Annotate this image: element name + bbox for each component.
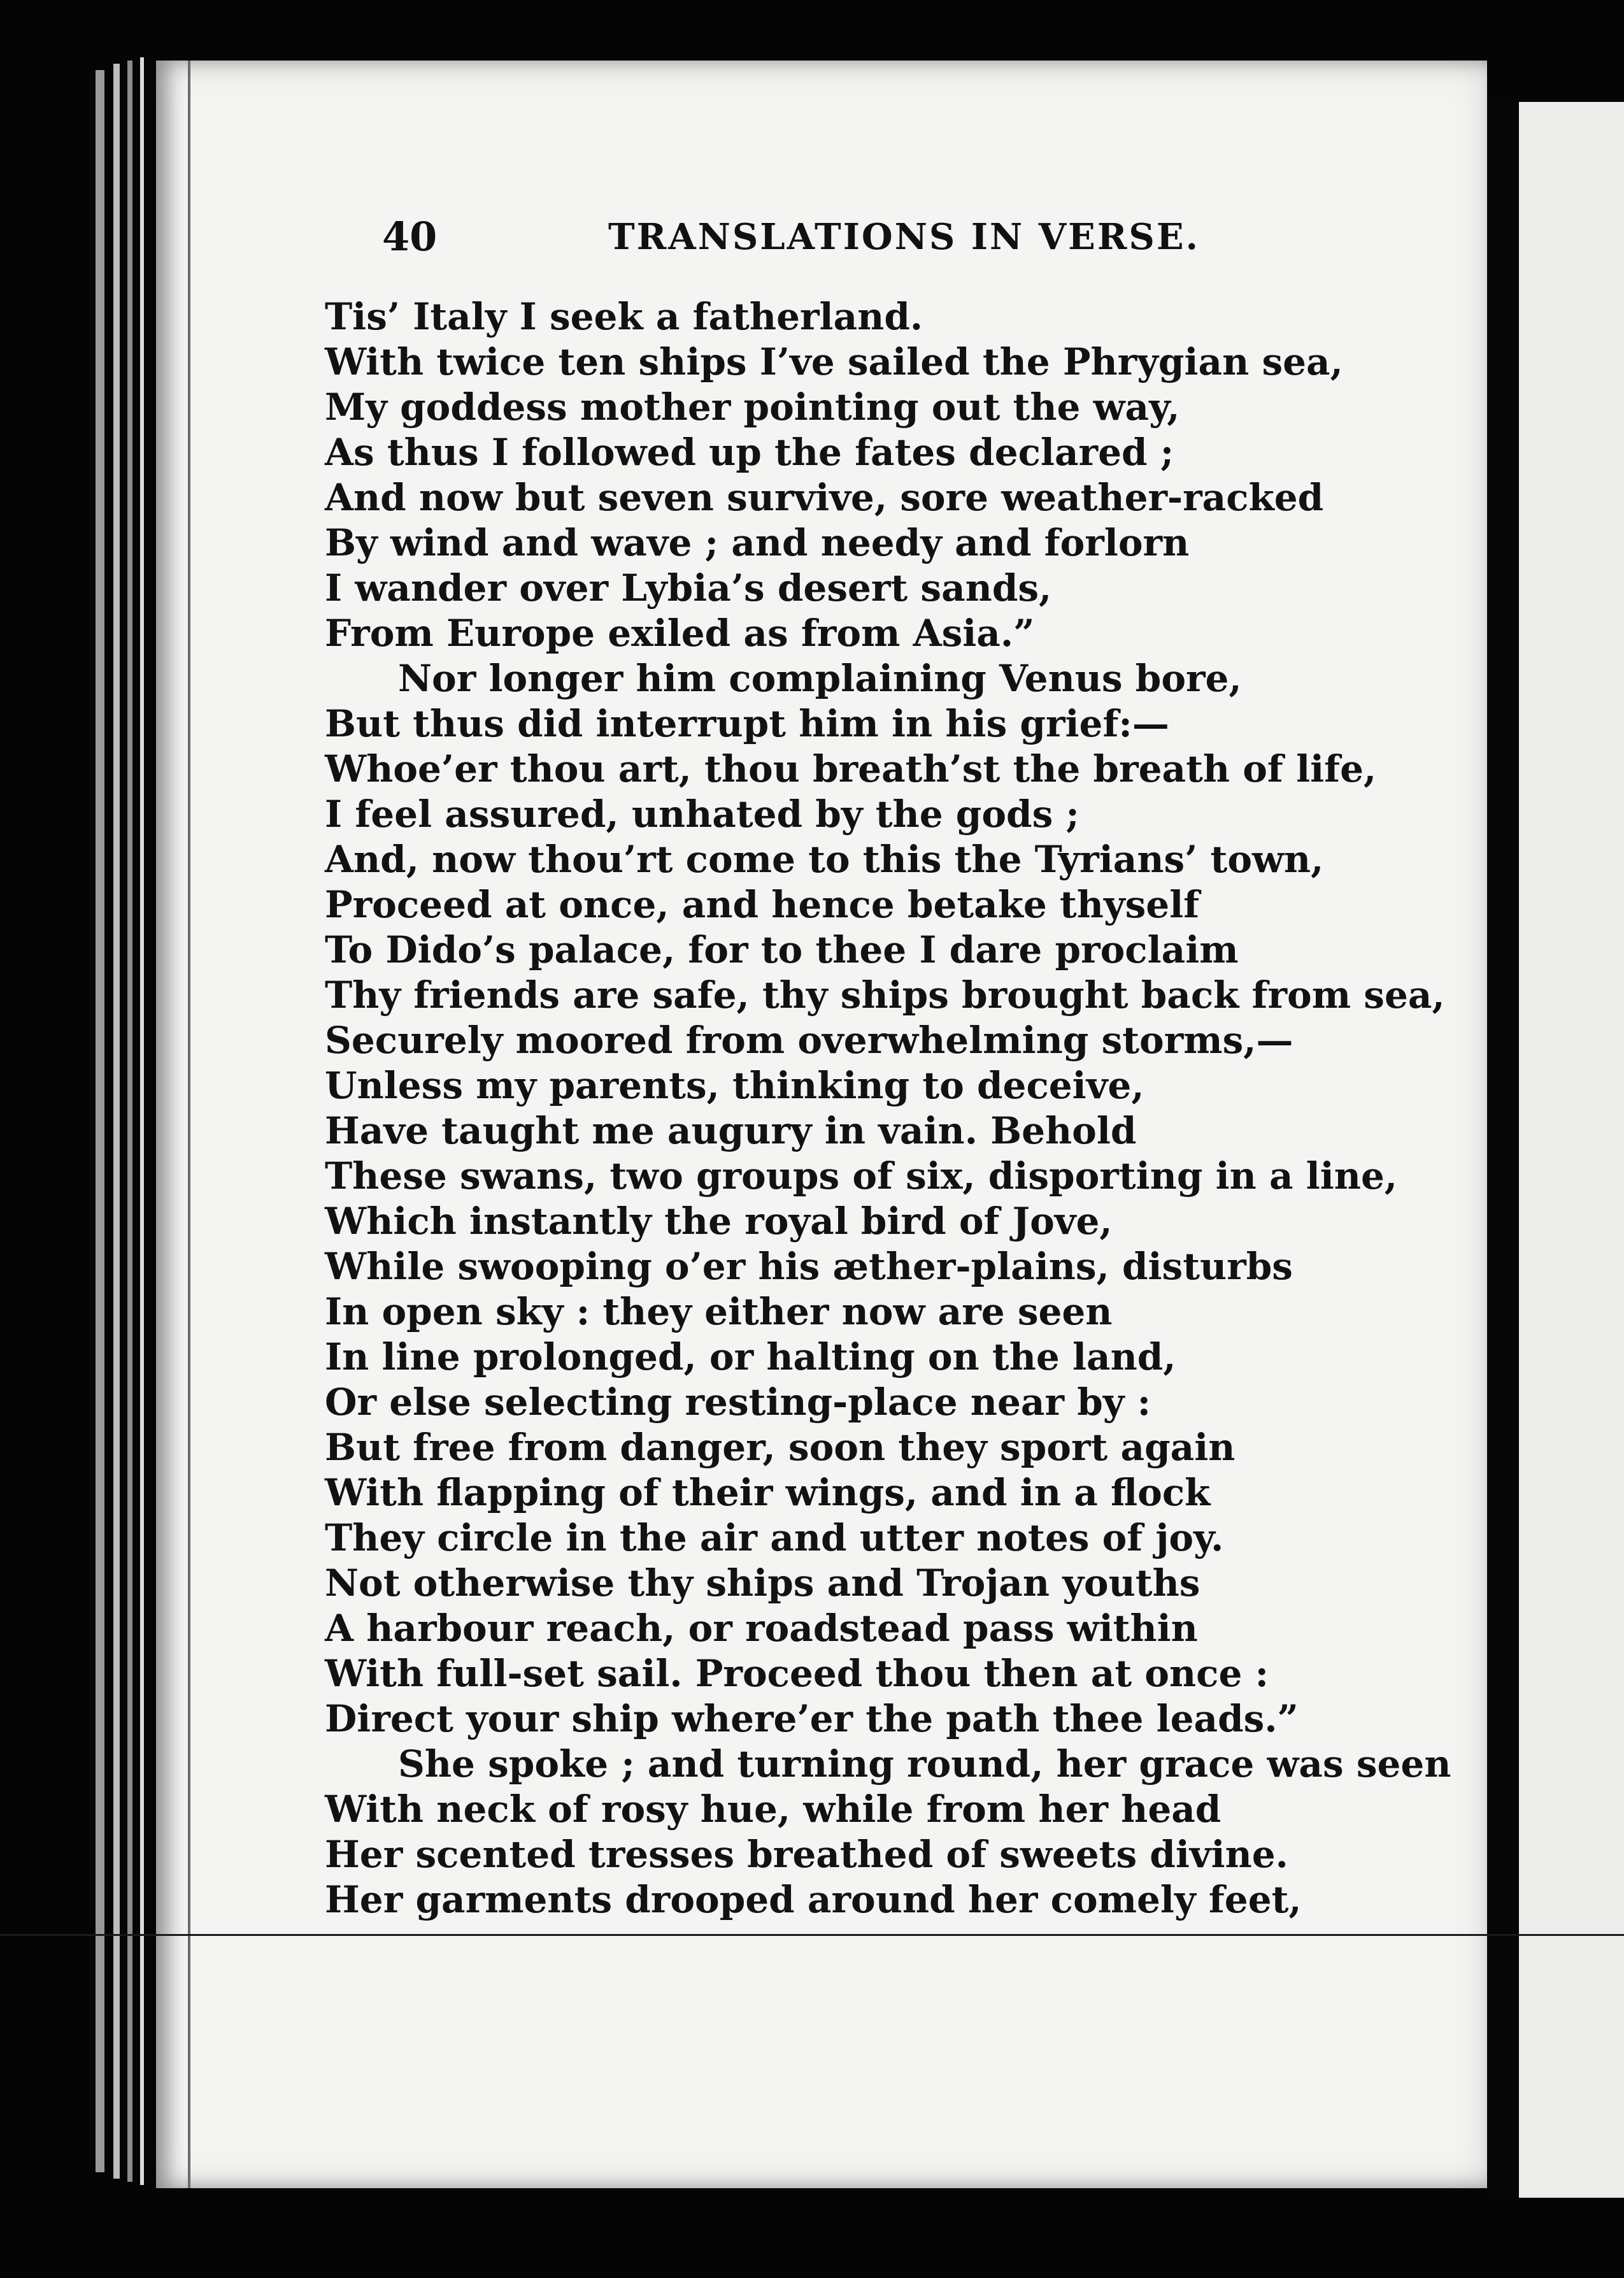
verse-line: I wander over Lybia’s desert sands, — [325, 566, 1052, 610]
verse-line: With neck of rosy hue, while from her head — [325, 1787, 1222, 1831]
page-edge — [140, 57, 144, 2185]
verse-line: And, now thou’rt come to this the Tyrians’ town, — [325, 838, 1324, 881]
verse-line: Nor longer him complaining Venus bore, — [398, 657, 1242, 700]
verse-line: Not otherwise thy ships and Trojan youths — [325, 1561, 1200, 1605]
verse-line: While swooping o’er his æther-plains, disturbs — [325, 1245, 1293, 1288]
verse-line: Or else selecting resting-place near by : — [325, 1380, 1151, 1424]
verse-line: As thus I followed up the fates declared ; — [325, 431, 1174, 474]
verse-line: I feel assured, unhated by the gods ; — [325, 792, 1079, 836]
verse-line: Whoe’er thou art, thou breath’st the breath of life, — [325, 747, 1377, 791]
verse-line: Thy friends are safe, thy ships brought back from sea, — [325, 973, 1445, 1017]
verse-line: And now but seven survive, sore weather-racked — [325, 476, 1324, 519]
verse-line: These swans, two groups of six, disporting in a line, — [325, 1154, 1398, 1198]
page-number: 40 — [382, 213, 438, 260]
gutter-shadow — [1487, 96, 1519, 2198]
verse-line: She spoke ; and turning round, her grace was seen — [398, 1742, 1451, 1786]
verse-line: Her garments drooped around her comely feet, — [325, 1878, 1302, 1921]
verse-line: To Dido’s palace, for to thee I dare proclaim — [325, 928, 1239, 971]
verse-line: Proceed at once, and hence betake thyself — [325, 883, 1200, 926]
verse-line: Unless my parents, thinking to deceive, — [325, 1064, 1144, 1107]
page-header — [382, 213, 1337, 271]
page-edge — [113, 64, 120, 2179]
facing-page — [1519, 102, 1624, 2198]
verse-line: From Europe exiled as from Asia.” — [325, 612, 1035, 655]
verse-line: Direct your ship where’er the path thee leads.” — [325, 1697, 1299, 1740]
verse-line: But free from danger, soon they sport again — [325, 1426, 1236, 1469]
verse-line: But thus did interrupt him in his grief:— — [325, 702, 1169, 745]
running-head: TRANSLATIONS IN VERSE. — [608, 216, 1200, 258]
verse-line: Securely moored from overwhelming storms,— — [325, 1019, 1293, 1062]
verse-body — [325, 294, 1451, 1923]
page-edge — [96, 70, 104, 2172]
verse-line: They circle in the air and utter notes of joy. — [325, 1516, 1224, 1559]
verse-line: With full-set sail. Proceed thou then at once : — [325, 1652, 1269, 1695]
verse-line: With twice ten ships I’ve sailed the Phrygian sea, — [325, 340, 1343, 383]
verse-line: With flapping of their wings, and in a flock — [325, 1471, 1211, 1514]
verse-line: By wind and wave ; and needy and forlorn — [325, 521, 1190, 564]
verse-line: In line prolonged, or halting on the land, — [325, 1335, 1176, 1379]
verse-line: My goddess mother pointing out the way, — [325, 385, 1180, 429]
verse-line: Tis’ Italy I seek a fatherland. — [325, 295, 923, 338]
verse-line: In open sky : they either now are seen — [325, 1290, 1113, 1333]
page-edge — [127, 61, 132, 2182]
verse-line: Have taught me augury in vain. Behold — [325, 1109, 1137, 1152]
scan-artifact-line — [0, 1934, 1624, 1936]
verse-line: Which instantly the royal bird of Jove, — [325, 1200, 1113, 1243]
verse-line: A harbour reach, or roadstead pass within — [325, 1607, 1198, 1650]
verse-line: Her scented tresses breathed of sweets divine. — [325, 1833, 1288, 1876]
